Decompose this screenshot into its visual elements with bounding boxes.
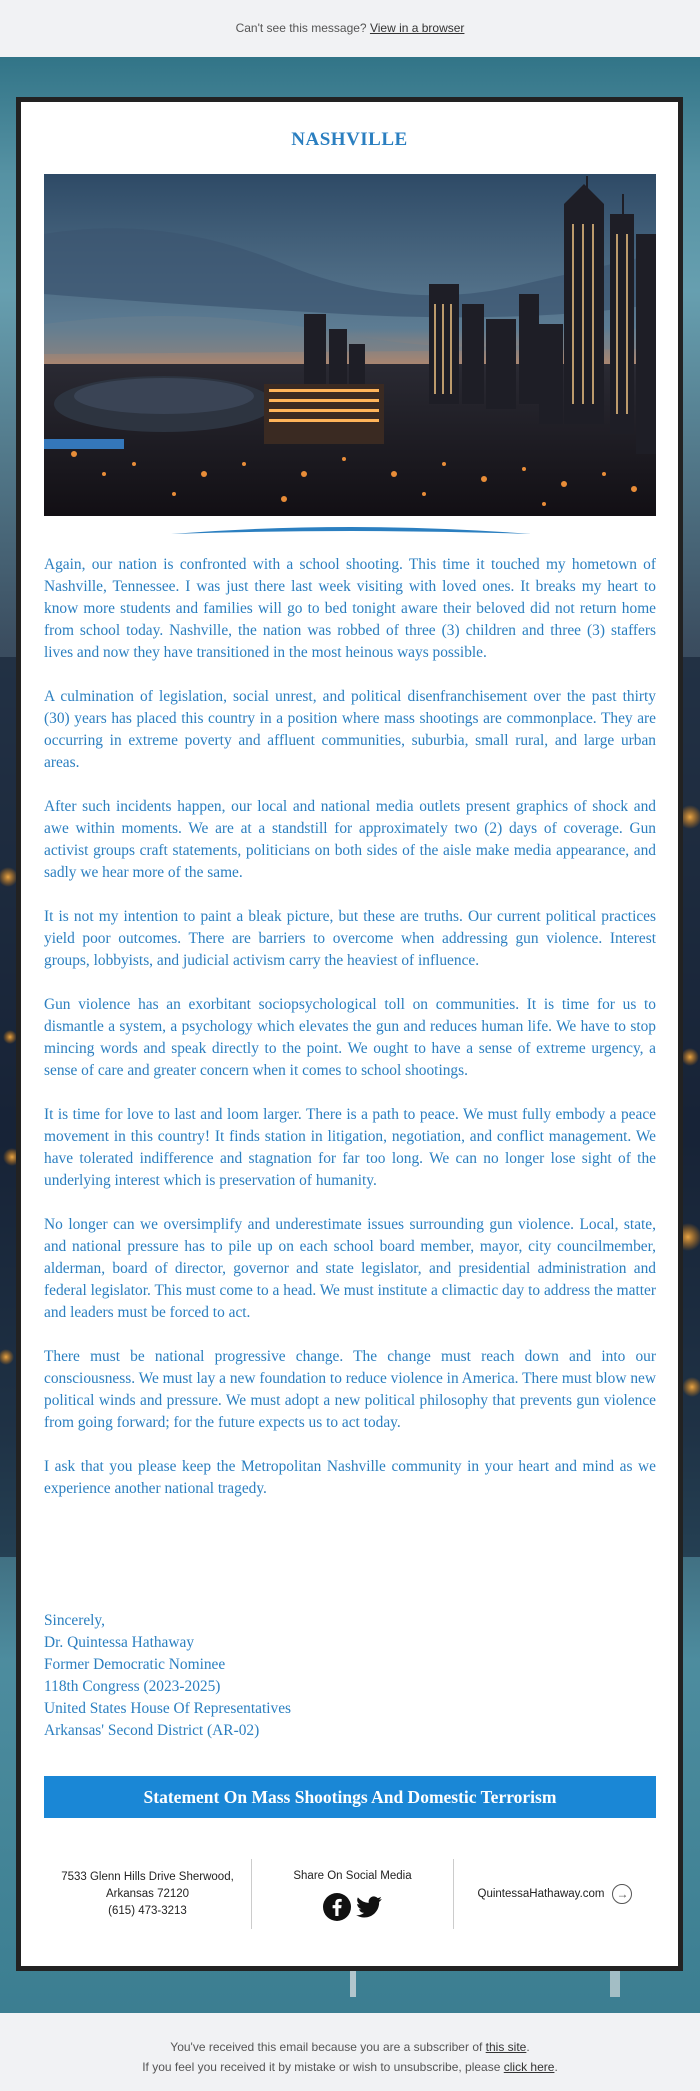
signature-congress: 118th Congress (2023-2025)	[44, 1678, 221, 1695]
page-title: NASHVILLE	[291, 129, 408, 150]
paragraph-5: Gun violence has an exorbitant sociopsychological toll on communities. It is time for us to dismantle a system, a psychology which elevates the gun and reduces human life. We have to stop mincing words and speak directly to the point. We ought to have a sense of extreme urgency, a sense of care and greater concern when it comes to school shootings.	[44, 996, 656, 1079]
view-in-browser-link[interactable]: View in a browser	[369, 21, 465, 35]
paragraph-8: There must be national progressive change. The change must reach down and into our consciousness. We must lay a new foundation to reduce violence in America. There must blow new political winds and pressure. We must adopt a new political philosophy that prevents gun violence from going forward; for the future expects us to act today.	[44, 1348, 656, 1431]
subscriber-text: You've received this email because you are a subscriber of	[170, 2040, 483, 2054]
unsubscribe-text: If you feel you received it by mistake or wish to unsubscribe, please	[142, 2060, 501, 2074]
paragraph-3: After such incidents happen, our local and national media outlets present graphics of shock and awe within moments. We are at a standstill for approximately two (2) days of coverage. Gun activist groups craft statements, politicians on both sides of the aisle make media appearance, and sadly we hear more of the same.	[44, 798, 656, 881]
email-card	[16, 97, 683, 1971]
decorative-swoosh	[171, 522, 531, 542]
paragraph-2: A culmination of legislation, social unrest, and political disenfranchisement over the past thirty (30) years has placed this country in a position where mass shootings are commonplace. They are occurring in extreme poverty and affluent communities, suburbia, small rural, and large urban areas.	[44, 688, 656, 771]
signature-block	[44, 1610, 656, 1742]
paragraph-4: It is not my intention to paint a bleak picture, but these are truths. Our current political practices yield poor outcomes. There are barriers to overcome when addressing gun violence. Interest groups, lobbyists, and judicial activism carry the heaviest of influence.	[44, 908, 656, 969]
footer-social	[251, 1859, 454, 1929]
facebook-icon[interactable]	[323, 1893, 351, 1921]
footer-columns	[44, 1859, 656, 1929]
phone-number: (615) 473-3213	[108, 1904, 187, 1917]
unsubscribe-notice	[0, 2057, 700, 2077]
signature-district: Arkansas' Second District (AR-02)	[44, 1722, 260, 1739]
subscriber-notice	[0, 2037, 700, 2057]
signature-house: United States House Of Representatives	[44, 1700, 292, 1717]
social-label: Share On Social Media	[293, 1869, 412, 1882]
preheader-text: Can't see this message?	[235, 21, 367, 35]
bottom-footer	[0, 2013, 700, 2091]
paragraph-1: Again, our nation is confronted with a school shooting. This time it touched my hometown of Nashville, Tennessee. I was just there last week visiting with loved ones. It breaks my heart to know more students and families will go to bed tonight aware their beloved did not return home from school today. Nashville, the nation was robbed of three (3) children and three (3) staffers lives and now they have transitioned in the most heinous ways possible.	[44, 556, 656, 661]
signature-title: Former Democratic Nominee	[44, 1656, 226, 1673]
unsubscribe-link[interactable]: click here	[503, 2060, 555, 2074]
address-line-1: 7533 Glenn Hills Drive Sherwood,	[61, 1870, 234, 1883]
paragraph-9: I ask that you please keep the Metropolitan Nashville community in your heart and mind as we experience another national tragedy.	[44, 1458, 656, 1497]
statement-body	[44, 554, 656, 1522]
signature-name: Dr. Quintessa Hathaway	[44, 1634, 195, 1651]
address-line-2: Arkansas 72120	[105, 1887, 190, 1900]
this-site-link[interactable]: this site	[485, 2040, 527, 2054]
preheader	[0, 0, 700, 57]
footer-address	[44, 1859, 251, 1929]
skyline-illustration	[44, 174, 656, 516]
signature-closing: Sincerely,	[44, 1612, 105, 1629]
paragraph-7: No longer can we oversimplify and underestimate issues surrounding gun violence. Local, state, and national pressure has to pile up on each school board member, mayor, city councilmember, alderman, board of director, governor and state legislator, and presidential administration and federal legislator. This must come to a head. We must institute a climactic day to address the matter and leaders must be forced to act.	[44, 1216, 656, 1321]
unsubscribe-period: .	[554, 2060, 558, 2074]
statement-cta-button[interactable]: Statement On Mass Shootings And Domestic Terrorism	[44, 1776, 656, 1818]
nashville-skyline-image	[44, 174, 656, 516]
footer-website[interactable]	[454, 1859, 656, 1929]
twitter-icon[interactable]	[355, 1893, 383, 1921]
social-icons	[323, 1893, 383, 1921]
website-link[interactable]: QuintessaHathaway.com	[477, 1887, 605, 1900]
paragraph-6: It is time for love to last and loom larger. There is a path to peace. We must fully embody a peace movement in this country! It finds station in litigation, negotiation, and conflict management. We have tolerated indifference and stagnation for far too long. We can no longer lose sight of the underlying interest which is preservation of humanity.	[44, 1106, 656, 1189]
arrow-right-icon[interactable]: →	[612, 1884, 632, 1904]
subscriber-period: .	[526, 2040, 530, 2054]
